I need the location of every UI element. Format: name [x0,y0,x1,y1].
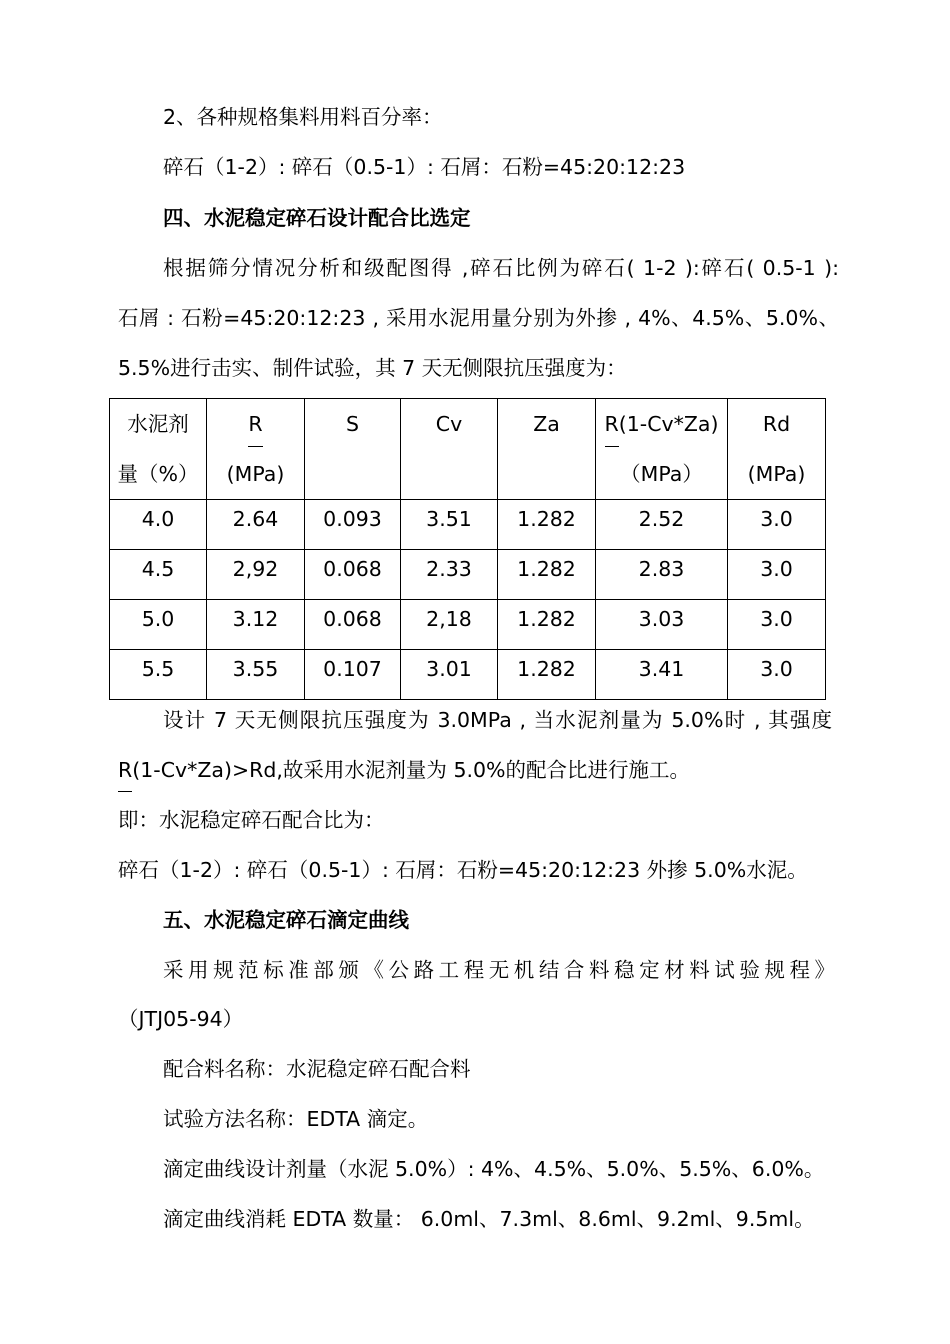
paragraph-2-line-2: R(1-Cv*Za)>Rd,故采用水泥剂量为 5.0%的配合比进行施工。 [118,758,691,782]
table-cell: 2.33 [401,550,498,600]
table-cell: 1.282 [498,500,596,550]
section-heading-4: 四、水泥稳定碎石设计配合比选定 [163,206,471,230]
table-cell: 1.282 [498,650,596,700]
header-s: S [305,399,401,500]
paragraph-1-line-3: 5.5%进行击实、制件试验，其 7 天无侧限抗压强度为： [118,356,627,380]
table-cell: 1.282 [498,600,596,650]
table-cell: 2.52 [596,500,728,550]
table-cell: 2.64 [207,500,305,550]
r-bar-symbol: R [118,758,133,782]
table-row [110,500,826,550]
header-r: R (MPa) [207,399,305,500]
table-cell: 3.0 [728,650,826,700]
paragraph-1-line-2: 石屑 : 石粉=45:20:12:23 , 采用水泥用量分别为外掺 , 4%、4.5%、5.0%、 [118,306,839,330]
table-cell: 3.0 [728,500,826,550]
header-rd: Rd (MPa) [728,399,826,500]
paragraph-3: 即：水泥稳定碎石配合比为： [118,808,385,832]
paragraph-8: 滴定曲线设计剂量（水泥 5.0%）: 4%、4.5%、5.0%、5.5%、6.0%。 [163,1157,825,1181]
table-cell: 0.068 [305,550,401,600]
table-row [110,600,826,650]
paragraph-5-line-2: （JTJ05-94） [118,1007,244,1031]
table-cell: 3.41 [596,650,728,700]
paragraph-7: 试验方法名称：EDTA 滴定。 [163,1107,429,1131]
table-cell: 3.51 [401,500,498,550]
section-heading-5: 五、水泥稳定碎石滴定曲线 [163,908,409,932]
table-cell: 3.01 [401,650,498,700]
header-za: Za [498,399,596,500]
table-cell: 4.5 [110,550,207,600]
table-cell: 3.12 [207,600,305,650]
paragraph-6: 配合料名称：水泥稳定碎石配合料 [163,1057,471,1081]
table-cell: 0.068 [305,600,401,650]
table-cell: 3.55 [207,650,305,700]
table-cell: 2,18 [401,600,498,650]
paragraph-5-line-1: 采用规范标准部颁《公路工程无机结合料稳定材料试验规程》 [163,958,835,982]
table-cell: 4.0 [110,500,207,550]
paragraph-4: 碎石（1-2）: 碎石（0.5-1）: 石屑：石粉=45:20:12:23 外掺 5.0%水泥。 [118,858,808,882]
table-cell: 3.03 [596,600,728,650]
table-cell: 2,92 [207,550,305,600]
table-cell: 3.0 [728,550,826,600]
table-row [110,650,826,700]
paragraph-1-line-1: 根据筛分情况分析和级配图得 ,碎石比例为碎石( 1-2 ):碎石( 0.5-1 ): [163,256,839,280]
table-cell: 0.093 [305,500,401,550]
section-item-2: 2、各种规格集料用料百分率： [163,105,443,129]
paragraph-2-line-1: 设计 7 天无侧限抗压强度为 3.0MPa , 当水泥剂量为 5.0%时 , 其强度 [163,708,832,732]
table-row [110,550,826,600]
header-r-formula: R(1-Cv*Za) （MPa） [596,399,728,500]
header-cv: Cv [401,399,498,500]
table-header-row [110,399,826,500]
aggregate-ratio: 碎石（1-2）: 碎石（0.5-1）: 石屑：石粉=45:20:12:23 [163,155,686,179]
r-bar-symbol: R [248,399,262,449]
table-cell: 3.0 [728,600,826,650]
table-cell: 2.83 [596,550,728,600]
table-cell: 1.282 [498,550,596,600]
paragraph-9: 滴定曲线消耗 EDTA 数量： 6.0ml、7.3ml、8.6ml、9.2ml、9.5ml。 [163,1207,815,1231]
table-cell: 0.107 [305,650,401,700]
strength-table [109,398,826,700]
header-cement-dosage: 水泥剂 量（%） [110,399,207,500]
table-cell: 5.0 [110,600,207,650]
r-bar-symbol: R [605,399,619,449]
table-cell: 5.5 [110,650,207,700]
